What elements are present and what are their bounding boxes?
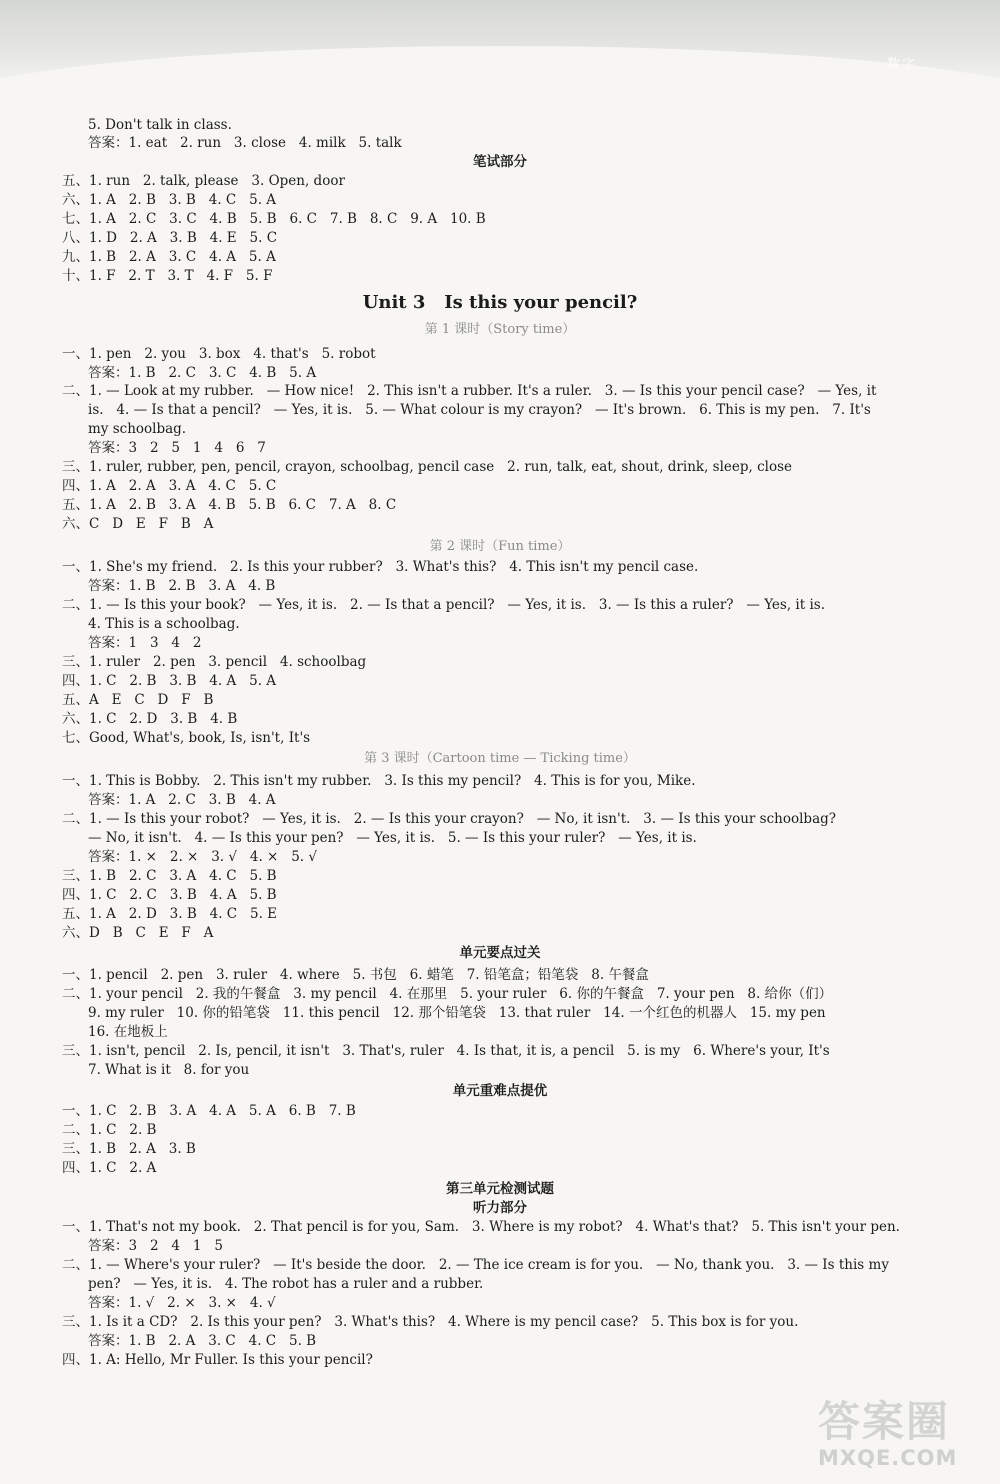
answer-line: 答案：1. B 2. B 3. A 4. B [88,578,276,594]
unit-title: Unit 3 Is this your pencil? [362,292,638,313]
answer-line: 四、1. C 2. B 3. B 4. A 5. A [62,673,277,689]
answer-line: 六、1. A 2. B 3. B 4. C 5. A [62,192,277,208]
answer-line: 三、1. Is it a CD? 2. Is this your pen? 3. What's this? 4. Where is my pencil case? 5. This box is for you. [62,1314,799,1330]
answer-line: 答案：3 2 5 1 4 6 7 [88,440,266,456]
answer-line: 二、1. your pencil 2. 我的午餐盒 3. my pencil 4. 在那里 5. your ruler 6. 你的午餐盒 7. your pen 8. 给你（们） [62,986,833,1002]
answer-line: — No, it isn't. 4. — Is this your pen? — Yes, it is. 5. — Is this your ruler? — Yes, it is. [88,830,697,846]
watermark-url: MXQE.COM [818,1446,958,1470]
answer-line: 五、A E C D F B [62,692,214,708]
answer-line: my schoolbag. [88,421,187,437]
answer-line: 三、1. ruler, rubber, pen, pencil, crayon, schoolbag, pencil case 2. run, talk, eat, shout, drink, sleep, close [62,459,793,475]
lesson-heading: 第 2 课时（Fun time） [429,539,571,554]
answer-line: 四、1. C 2. C 3. B 4. A 5. B [62,887,277,903]
answer-line: 5. Don't talk in class. [88,117,232,133]
answer-line: 七、Good, What's, book, Is, isn't, It's [62,730,311,746]
answer-line: is. 4. — Is that a pencil? — Yes, it is. 5. — What colour is my crayon? — It's brown. 6. This is my pen. 7. It's [88,402,871,418]
answer-line: 四、1. A: Hello, Mr Fuller. Is this your pencil? [62,1352,373,1368]
section-heading: 单元要点过关 [459,945,541,961]
answer-line: 答案：1. A 2. C 3. B 4. A [88,792,276,808]
answer-line: 二、1. — Look at my rubber. — How nice! 2. This isn't a rubber. It's a ruler. 3. — Is this your pencil case? — Yes, it [62,383,877,399]
answer-line: 三、1. B 2. A 3. B [62,1141,196,1157]
site-watermark [818,1398,990,1478]
answer-line: 答案：1. √ 2. × 3. × 4. √ [88,1295,276,1311]
answer-line: 五、1. A 2. D 3. B 4. C 5. E [62,906,278,922]
answer-line: 三、1. ruler 2. pen 3. pencil 4. schoolbag [62,654,367,670]
answer-line: 答案：1. × 2. × 3. √ 4. × 5. √ [88,849,317,865]
answer-line: 三、1. B 2. C 3. A 4. C 5. B [62,868,277,884]
lesson-heading: 第 3 课时（Cartoon time — Ticking time） [364,751,636,766]
answer-line: 一、1. pen 2. you 3. box 4. that's 5. robot [62,346,376,362]
section-heading: 第三单元检测试题 [446,1181,554,1197]
section-heading: 笔试部分 [473,154,527,170]
answer-line: 九、1. B 2. A 3. C 4. A 5. A [62,249,276,265]
answer-line: 二、1. — Is this your robot? — Yes, it is. 2. — Is this your crayon? — No, it isn't. 3. — Is this your schoolbag? [62,811,836,827]
answer-line: 答案：1 3 4 2 [88,635,202,651]
answer-line: 十、1. F 2. T 3. T 4. F 5. F [62,268,273,284]
answer-line: 二、1. — Where's your ruler? — It's beside the door. 2. — The ice cream is for you. — No, thank you. 3. — Is this my [62,1257,889,1273]
answer-line: 答案：1. B 2. A 3. C 4. C 5. B [88,1333,317,1349]
answer-line: 八、1. D 2. A 3. B 4. E 5. C [62,230,278,246]
watermark-logo-text: 答案圈 [818,1397,951,1446]
answer-line: 9. my ruler 10. 你的铅笔袋 11. this pencil 12. 那个铅笔袋 13. that ruler 14. 一个红色的机器人 15. my pen [88,1005,826,1021]
section-heading: 单元重难点提优 [452,1083,548,1099]
answer-line: 答案：1. eat 2. run 3. close 4. milk 5. talk [88,135,402,151]
answer-line: 四、1. A 2. A 3. A 4. C 5. C [62,478,277,494]
answer-line: 二、1. — Is this your book? — Yes, it is. 2. — Is that a pencil? — Yes, it is. 3. — Is this a ruler? — Yes, it is. [62,597,826,613]
header-mark: 数字 [886,57,917,72]
answer-line: 一、1. This is Bobby. 2. This isn't my rubber. 3. Is this my pencil? 4. This is for you, Mike. [62,773,696,789]
answer-line: 四、1. C 2. A [62,1160,157,1176]
answer-line: 五、1. A 2. B 3. A 4. B 5. B 6. C 7. A 8. C [62,497,397,513]
answer-line: 七、1. A 2. C 3. C 4. B 5. B 6. C 7. B 8. C 9. A 10. B [62,211,486,227]
answer-line: 16. 在地板上 [88,1024,168,1040]
answer-line: 7. What is it 8. for you [88,1062,250,1078]
answer-line: 六、C D E F B A [62,516,214,532]
answer-line: 答案：3 2 4 1 5 [88,1238,223,1254]
answer-line: 五、1. run 2. talk, please 3. Open, door [62,173,345,189]
answer-line: 一、1. C 2. B 3. A 4. A 5. A 6. B 7. B [62,1103,356,1119]
answer-line: 一、1. pencil 2. pen 3. ruler 4. where 5. 书包 6. 蜡笔 7. 铅笔盒；铅笔袋 8. 午餐盒 [62,967,649,983]
answer-line: 答案：1. B 2. C 3. C 4. B 5. A [88,365,317,381]
answer-line: 三、1. isn't, pencil 2. Is, pencil, it isn't 3. That's, ruler 4. Is that, it is, a pencil 5. is my 6. Where's your, It's [62,1043,830,1059]
answer-line: 一、1. She's my friend. 2. Is this your rubber? 3. What's this? 4. This isn't my pencil case. [62,559,699,575]
answer-line: 4. This is a schoolbag. [88,616,240,632]
answer-line: pen? — Yes, it is. 4. The robot has a ruler and a rubber. [88,1276,484,1292]
answer-line: 二、1. C 2. B [62,1122,157,1138]
answer-line: 六、1. C 2. D 3. B 4. B [62,711,238,727]
section-heading: 听力部分 [473,1200,527,1216]
lesson-heading: 第 1 课时（Story time） [424,322,576,337]
answer-line: 六、D B C E F A [62,925,214,941]
answer-line: 一、1. That's not my book. 2. That pencil is for you, Sam. 3. Where is my robot? 4. What's that? 5. This isn't your pen. [62,1219,900,1235]
